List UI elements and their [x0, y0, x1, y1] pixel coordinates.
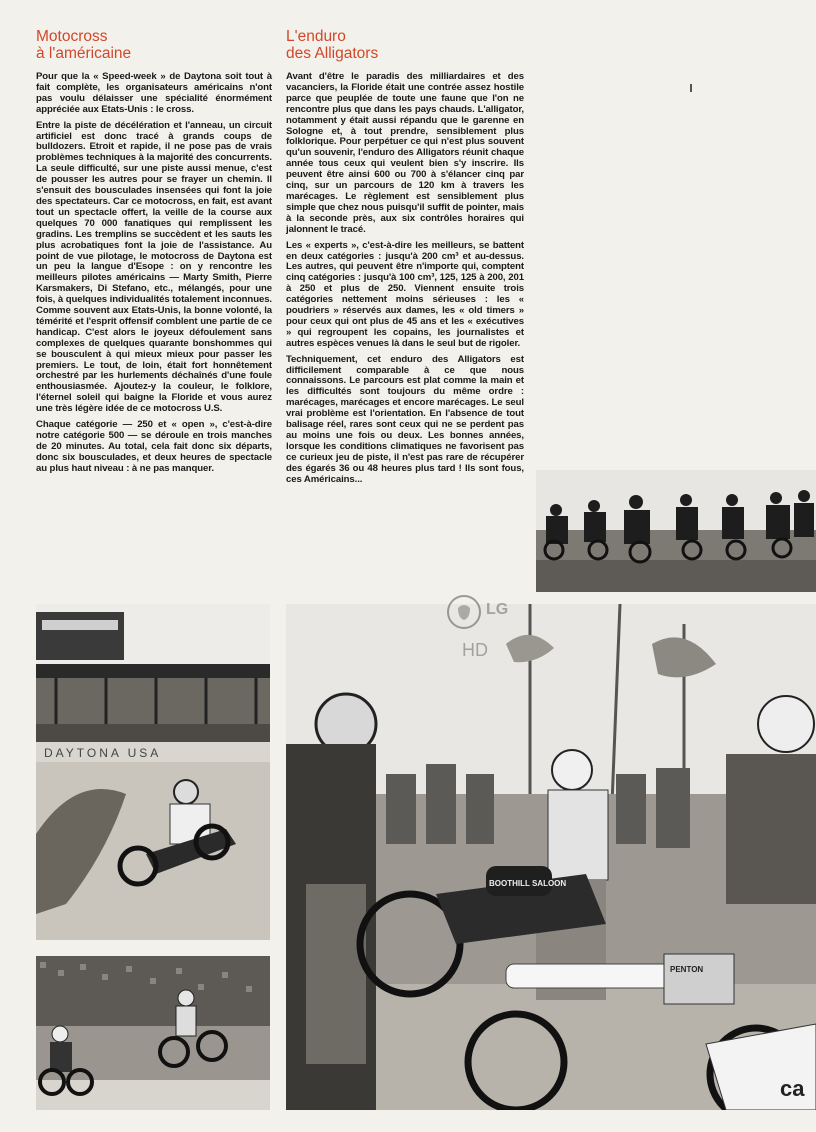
photo-crowd-track [36, 956, 270, 1110]
paragraph: Les « experts », c'est-à-dire les meilleurs, se battent en deux catégories : jusqu'à 200 cm³ et au-dessus. Les autres, qui peuvent être n'importe qui, comptent cinq catégories : jusqu'à 100 cm³, 125, 125 à 200, 201 à 250 et plus de 250. Viennent ensuite trois catégories nettement moins sérieuses : les « poudriers » réservés aux dames, les « old timers » pour ceux qui ont plus de 45 ans et les « exécutives » qui regroupent les copains, les journalistes et autres espèces venues là dans le seul but de rigoler. [286, 239, 524, 349]
watermark-line1: LG [486, 601, 509, 618]
photo-stadium [36, 604, 270, 940]
bike-plate-text: BOOTHILL SALOON [489, 879, 567, 888]
article-motocross [36, 28, 272, 480]
stadium-banner-text: DAYTONA USA [44, 746, 162, 760]
bike-sign-text: PENTON [670, 965, 704, 974]
paragraph: Avant d'être le paradis des milliardaires et des vacanciers, la Floride était une contrée assez hostile parce que peuplée de toute une faune que l'on ne rencontre plus que dans les pays chauds. L'alligator, notamment y était aussi répandu que le garenne en Sologne et, à tout prendre, sensiblement plus folklorique. Pour perpétuer ce qui n'est plus souvent qu'un souvenir, l'enduro des Alligators réunit chaque année tous ceux qui veulent bien s'y inscrire. Ils peuvent être ainsi 600 ou 700 à s'élancer cinq par cinq, sur un parcours de 120 km à travers les marécages. Le règlement est sensiblement plus simple que chez nous puisqu'il suffit de pointer, mais à la seconde près, aux six contrôles horaires qui jalonnent le tracé. [286, 71, 524, 235]
article-title-motocross: Motocross à l'américaine [36, 28, 132, 62]
paragraph: Chaque catégorie — 250 et « open », c'est-à-dire notre catégorie 500 — se déroule en trois manches de 20 minutes. Au total, cela fait donc six départs, donc six bousculades, et deux heures de spectacle au plus haut niveau : à ne pas manquer. [36, 419, 272, 474]
watermark-logo [442, 590, 522, 662]
photo-mass-start [536, 470, 816, 592]
photo-enduro-paddock [286, 604, 816, 1110]
paragraph: Pour que la « Speed-week » de Daytona soit tout à fait complète, les organisateurs américains n'ont pas voulu délaisser une spécialité énormément appréciée aux Etats-Unis : le cross. [36, 71, 272, 115]
paragraph: Techniquement, cet enduro des Alligators est difficilement comparable à ce que nous connaissons. Le parcours est plat comme la main et les difficultés sont toujours du même ordre : marécages, marécages et encore marécages. Le seul vrai problème est l'orientation. En l'absence de tout balisage réel, rares sont ceux qui ne se perdent pas au moins une fois ou deux. Les bonnes années, lorsque les conditions climatiques ne favorisent pas ce curieux jeu de piste, il n'est pas rare de récupérer des égarés 36 ou 48 heures plus tard ! Ils sont fous, ces Américains... [286, 353, 524, 485]
article-enduro [286, 28, 524, 491]
fairing-text: ca [780, 1076, 805, 1101]
paragraph: Entre la piste de décélération et l'anneau, un circuit artificiel est donc tracé à grands coups de bulldozers. Etroit et rapide, il ne pose pas de vrais problèmes techniques à la majorité des concurrents. La seule difficulté, sur une piste aussi menue, c'est de pousser les autres pour se frayer un chemin. Il s'ensuit des bousculades insensées qui font la joie des spectateurs. Car ce motocross, en fait, est avant tout un spectacle offert, la veille de la course aux quelques 70 000 fanatiques qui remplissent les gradins. Les tremplins se succèdent et les sauts les plus acrobatiques font la joie de l'assistance. Au point de vue pilotage, le motocross de Daytona est un peu la langue d'Esope : on y rencontre les meilleurs pilotes américains — Marty Smith, Pierre Karsmakers, Di Stefano, etc., mélangés, pour une fois, à quelques individualités totalement inconnues. Comme souvent aux Etats-Unis, la bonne volonté, la témérité et l'esprit offensif comblent une partie de ce handicap. C'est alors le joyeux défoulement sans complexes de quelques quarante bonshommes qui se bousculent à qui mieux mieux pour passer les premiers. Le tout, de loin, était fort honnêtement orchestré par les hurlements déchaînés d'une foule enthousiasmée. Ajoutez-y la couleur, le folklore, l'éternel soleil qui baigne la Floride et vous aurez une très légère idée de ce motocross U.S. [36, 119, 272, 415]
article-title-enduro: L'enduro des Alligators [286, 28, 379, 62]
print-speck [690, 84, 692, 92]
watermark-line2: HD [462, 640, 488, 660]
